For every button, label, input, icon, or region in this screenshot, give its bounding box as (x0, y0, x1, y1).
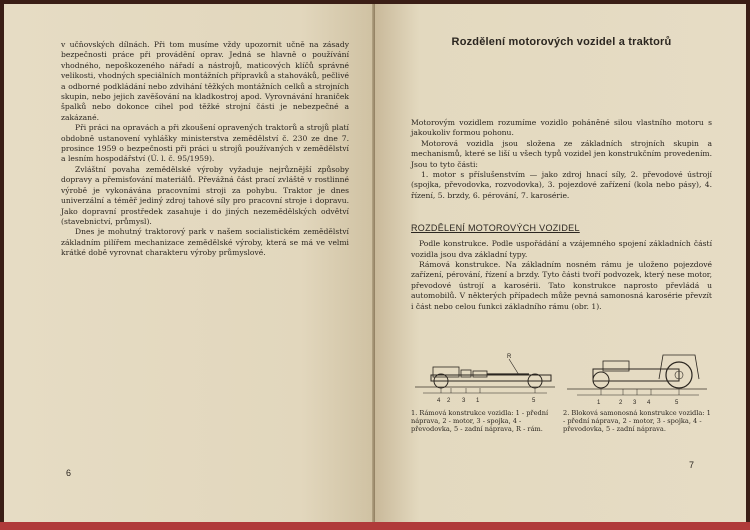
block-construction-diagram (563, 349, 711, 407)
section-paragraph-2: Rámová konstrukce. Na základním nosném rámu je uloženo pojezdové zařízení, pérování, řízení a brzdy. Tyto části tvoří podvozek, který nese motor, převodové ústrojí a karosérii. Tato konstrukce naprosto převládá u automobilů. V některých případech může pevná samonosná karosérie převzít i část nebo celou funkci základního rámu (obr. 1). (411, 260, 712, 311)
fig1-callout-2: 2 (447, 398, 451, 404)
book-cover-edge (0, 522, 750, 530)
figure-1-caption: 1. Rámová konstrukce vozidla: 1 - přední náprava, 2 - motor, 3 - spojka, 4 - převodovka, 5 - zadní náprava, R - rám. (411, 409, 549, 434)
right-page-number: 7 (688, 460, 694, 470)
figure-2-caption: 2. Bloková samonosná konstrukce vozidla: 1 - přední náprava, 2 - motor, 3 - spojka, 4 - převodovka, 5 - zadní náprava. (563, 409, 711, 434)
fig1-callout-1: 1 (476, 398, 480, 404)
left-page (4, 4, 375, 526)
section-heading: ROZDĚLENÍ MOTOROVÝCH VOZIDEL (411, 223, 580, 234)
left-paragraph-2: Při práci na opravách a při zkoušení opravených traktorů a strojů platí obdobně ustanovení vyhlášky ministerstva zemědělství č. 230 ze dne 7. prosince 1959 o bezpečnosti při práci u strojů používaných v zemědělství a lesním hospodářství (Ú. l. č. 95/1959). (61, 123, 349, 164)
left-paragraph-1: v učňovských dílnách. Při tom musíme vždy upozornit učně na zásady bezpečnosti práce při provádění oprav. Jedná se hlavně o používání vhodného, nepoškozeného nářadí a nástrojů, maticových klíčů správné velikosti, vhodných speciálních montážních přípravků a stahováků, pečlivé a odborné podkládání nebo zdvihání těžkých montážních celků a strojních skupin, nebo jejich zavěšování na kladkostroj apod. Vyrovnávání hraniček špalků nebo dokonce cihel pod těžké strojní části je nebezpečné a zakázané. (61, 40, 349, 122)
frame-construction-diagram (411, 349, 559, 407)
fig2-callout-2: 2 (619, 400, 623, 406)
left-paragraph-3: Zvláštní povaha zemědělské výroby vyžaduje nejrůznější způsoby dopravy a přemisťování materiálů. Převážná část prací zvláště v rostlinné výrobě je vykonávána pracovními stroji za pohybu. Traktor je dnes univerzální a téměř jediný zdroj tahové síly pro pracovní stroje i dopravu. Jako dopravní prostředek zasahuje i do jiných nezemědělských odvětví (stavebnictví, průmysl). (61, 164, 349, 226)
intro-paragraph-3: 1. motor s příslušenstvím — jako zdroj hnací síly, 2. převodové ústrojí (spojka, převodovka, rozvodovka), 3. pojezdové zařízení (kola nebo pásy), 4. řízení, 5. brzdy, 6. pérování, 7. karosérie. (411, 170, 712, 200)
left-paragraph-4: Dnes je mohutný traktorový park v našem socialistickém zemědělství základním pilířem mechanizace zemědělské výroby, která se má ve velmi krátké době vyrovnat charakteru výroby průmyslové. (61, 227, 349, 258)
chapter-title: Rozdělení motorových vozidel a traktorů (451, 36, 672, 48)
fig1-callout-3: 3 (462, 398, 466, 404)
intro-paragraph-2: Motorová vozidla jsou složena ze základních strojních skupin a mechanismů, které se liší u všech typů vozidel jen konstrukčním provedením. Jsou to tyto části: (411, 138, 712, 169)
fig2-callout-3: 3 (633, 400, 637, 406)
fig1-callout-4: 4 (437, 398, 441, 404)
intro-paragraph-1: Motorovým vozidlem rozumíme vozidlo poháněné silou vlastního motoru s jakoukoliv formou pohonu. (411, 118, 712, 138)
fig2-callout-4: 4 (647, 400, 651, 406)
fig1-callout-r: R (507, 354, 512, 360)
section-paragraph-1: Podle konstrukce. Podle uspořádání a vzájemného spojení základních částí vozidla jsou dva základní typy. (411, 239, 712, 259)
fig1-callout-5: 5 (532, 398, 536, 404)
figure-block-construction (563, 349, 711, 434)
right-page (375, 4, 746, 526)
intro-block (411, 118, 712, 201)
left-page-number: 6 (66, 468, 72, 478)
figures-row (411, 349, 711, 459)
book-spread (4, 4, 746, 526)
fig2-callout-1: 1 (597, 400, 601, 406)
fig2-callout-5: 5 (675, 400, 679, 406)
figure-frame-construction (411, 349, 559, 434)
